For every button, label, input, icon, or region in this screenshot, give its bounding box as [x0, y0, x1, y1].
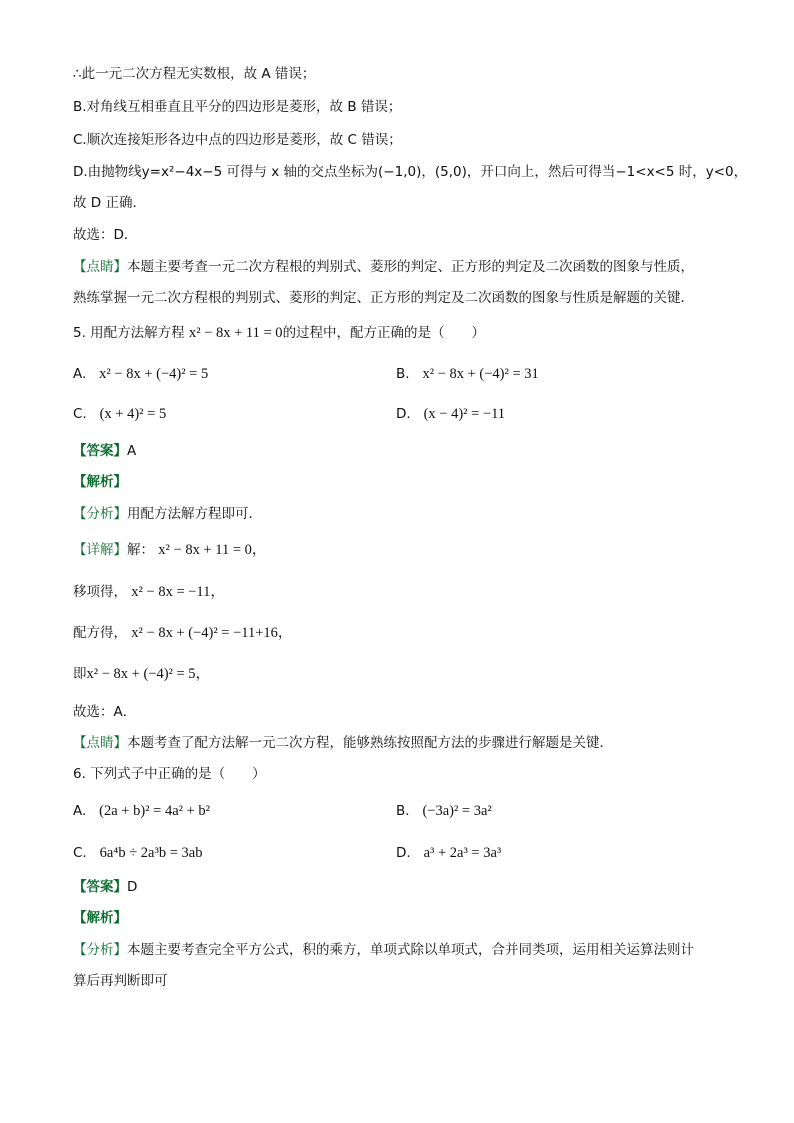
option-label: A.: [73, 803, 87, 819]
question-6-stem: 6. 下列式子中正确的是（ ）: [73, 766, 266, 782]
option-label: C.: [73, 406, 87, 422]
dianjing-text: 本题主要考查一元二次方程根的判别式、菱形的判定、正方形的判定及二次函数的图象与性质，: [127, 259, 694, 275]
text-line: 故选：D．: [73, 227, 138, 243]
fenxi-text: 用配方法解方程即可．: [127, 506, 262, 522]
option-d: [396, 404, 505, 424]
answer-line: [73, 877, 137, 897]
question-stem-post: 的过程中，配方正确的是（ ）: [282, 325, 486, 341]
analysis-tag: 【解析】: [73, 474, 127, 490]
dianjing-tag: 【点睛】: [73, 735, 127, 751]
equation: x² − 8x + 11 = 0，: [158, 542, 267, 558]
option-a: [73, 801, 210, 821]
option-d: [396, 843, 501, 863]
analysis-tag: 【解析】: [73, 910, 127, 926]
answer-tag: 【答案】: [73, 443, 127, 459]
option-formula: a³ + 2a³ = 3a³: [423, 845, 502, 861]
dianjing-tag: 【点睛】: [73, 259, 127, 275]
option-formula: (2a + b)² = 4a² + b²: [99, 803, 211, 819]
step-text: 配方得，: [73, 625, 127, 641]
option-formula: x² − 8x + (−4)² = 5: [99, 366, 209, 382]
fenxi-text: 本题主要考查完全平方公式，积的乘方，单项式除以单项式，合并同类项，运用相关运算法则计: [127, 942, 694, 958]
fenxi-tag: 【分析】: [73, 506, 127, 522]
step-text: 即: [73, 666, 87, 682]
option-formula: (−3a)² = 3a²: [422, 803, 492, 819]
question-5-stem: [73, 323, 485, 343]
step-text: 移项得，: [73, 584, 127, 600]
detail-line: [73, 540, 266, 560]
option-a: [73, 364, 208, 384]
fenxi-line: [73, 504, 262, 524]
option-formula: (x − 4)² = −11: [423, 406, 506, 422]
fenxi-line: [73, 940, 694, 960]
text-line: 熟练掌握一元二次方程根的判别式、菱形的判定、正方形的判定及二次函数的图象与性质是解题的关键．: [73, 290, 694, 306]
fenxi-tag: 【分析】: [73, 942, 127, 958]
dianjing-paragraph: [73, 733, 613, 753]
option-formula: 6a⁴b ÷ 2a³b = 3ab: [99, 845, 203, 861]
text-line: C.顺次连接矩形各边中点的四边形是菱形，故 C 错误；: [73, 132, 402, 148]
text-line: D.由抛物线y=x²−4x−5 可得与 x 轴的交点坐标为(−1,0)，(5,0)，开口向上，然后可得当−1<x<5 时，y<0，: [73, 164, 748, 180]
text-line: 算后再判断即可: [73, 973, 168, 989]
text-line: ∴此一元二次方程无实数根，故 A 错误；: [73, 66, 316, 82]
step-line: [73, 664, 210, 684]
detail-tag: 【详解】: [73, 542, 127, 558]
dianjing-text: 本题考查了配方法解一元二次方程，能够熟练按照配方法的步骤进行解题是关键．: [127, 735, 613, 751]
text-line: 故 D 正确．: [73, 195, 146, 211]
step-line: [73, 623, 292, 643]
option-formula: (x + 4)² = 5: [99, 406, 167, 422]
option-formula: x² − 8x + (−4)² = 31: [422, 366, 539, 382]
option-label: D.: [396, 406, 411, 422]
option-label: B.: [396, 803, 410, 819]
option-label: D.: [396, 845, 411, 861]
answer-value: A: [127, 443, 137, 459]
equation: x² − 8x + (−4)² = 5，: [86, 666, 211, 682]
option-b: [396, 364, 539, 384]
dianjing-paragraph: [73, 257, 694, 277]
option-c: [73, 404, 166, 424]
option-c: [73, 843, 202, 863]
question-stem-pre: 5. 用配方法解方程: [73, 325, 185, 341]
step-line: [73, 582, 225, 602]
detail-text: 解：: [127, 542, 154, 558]
equation: x² − 8x + (−4)² = −11+16，: [131, 625, 293, 641]
text-line: B.对角线互相垂直且平分的四边形是菱形，故 B 错误；: [73, 99, 402, 115]
option-label: C.: [73, 845, 87, 861]
option-label: A.: [73, 366, 87, 382]
analysis-heading: [73, 472, 127, 492]
option-label: B.: [396, 366, 410, 382]
text-line: 故选：A．: [73, 704, 137, 720]
option-b: [396, 801, 492, 821]
equation: x² − 8x = −11，: [131, 584, 225, 600]
answer-tag: 【答案】: [73, 879, 127, 895]
answer-line: [73, 441, 136, 461]
analysis-heading: [73, 908, 127, 928]
answer-value: D: [127, 879, 138, 895]
equation: x² − 8x + 11 = 0: [188, 325, 283, 341]
